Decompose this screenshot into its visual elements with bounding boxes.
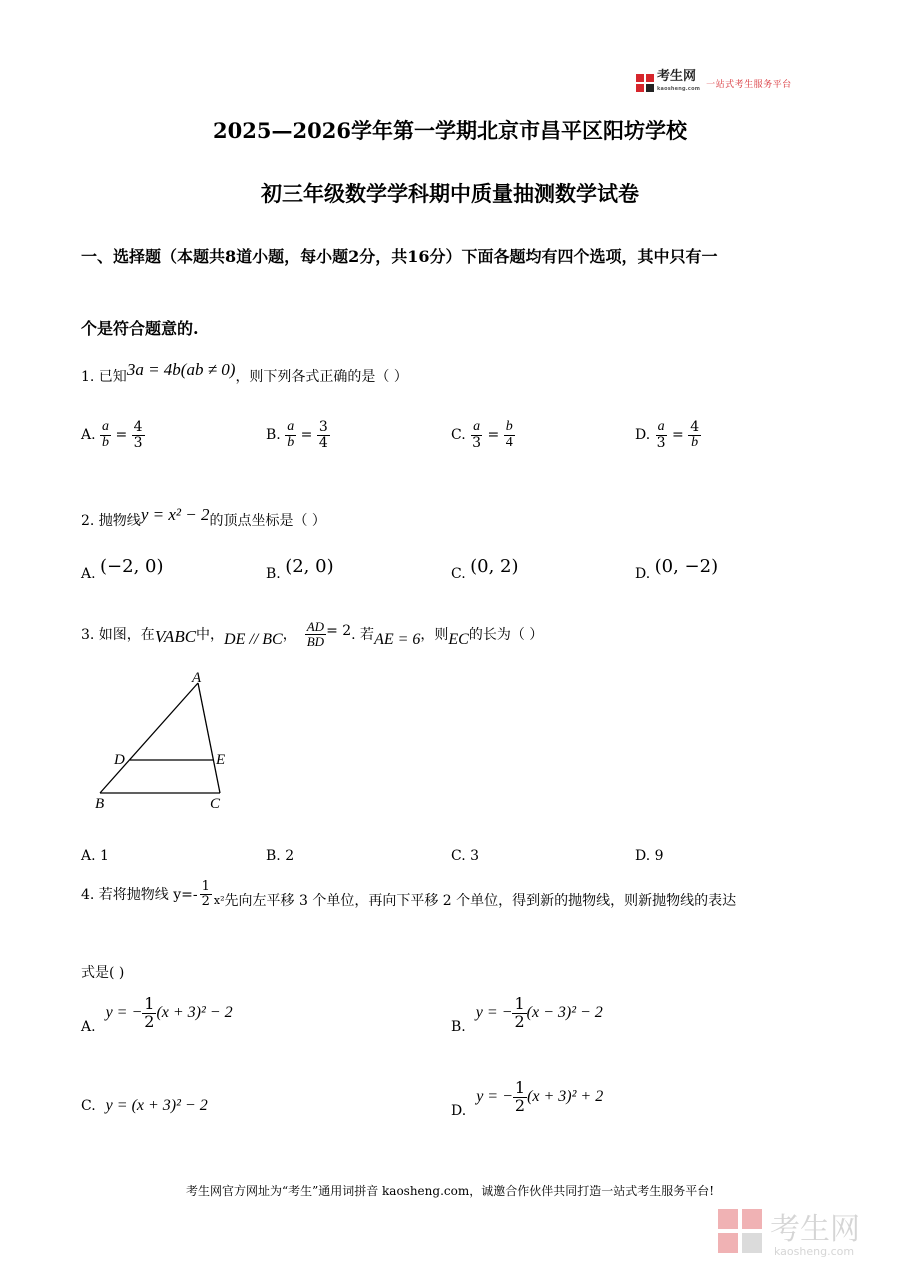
fraction: $\frac{1}{2}$ — [514, 994, 525, 1031]
q4-option-b[interactable] — [451, 994, 603, 1036]
fraction: $\frac{1}{2}$ — [514, 1078, 526, 1115]
q2-option-a[interactable] — [81, 556, 164, 583]
fraction: $\frac{b}{4}$ — [505, 419, 513, 450]
footer-notice: 考生网官方网址为“考生”通用词拼音 kaosheng.com，诚邀合作伙伴共同打造一站式考生服务平台! — [185, 1184, 715, 1198]
option-prefix: y = − — [475, 1004, 513, 1022]
option-expression: (x + 3)² + 2 — [527, 1088, 604, 1106]
exam-title-line2: 初三年级数学学科期中质量抽测数学试卷 — [261, 181, 639, 206]
option-label: B. — [266, 848, 281, 864]
q3-mid: 中， — [196, 627, 225, 644]
question-1 — [81, 360, 408, 386]
equals-sign: = — [672, 427, 684, 444]
equals-sign: = — [487, 427, 500, 444]
q3-option-d[interactable] — [635, 848, 664, 864]
q4-option-a[interactable] — [81, 994, 233, 1036]
q4-option-c[interactable] — [81, 1097, 208, 1115]
fraction: $\frac{a}{3}$ — [656, 419, 666, 451]
logo-domain: kaosheng.com — [657, 86, 701, 92]
q3-option-a[interactable] — [81, 848, 109, 864]
q2-option-c[interactable] — [451, 556, 519, 583]
option-value: 9 — [654, 848, 664, 864]
q2-suffix: 的顶点坐标是（ ） — [209, 513, 326, 529]
watermark-domain: kaosheng.com — [774, 1245, 855, 1258]
triangle-figure — [90, 666, 240, 816]
option-label: C. — [451, 427, 466, 444]
option-label: A. — [81, 1019, 96, 1036]
q3-suffix: 的长为（ ） — [468, 627, 544, 644]
watermark-name: 考生网 — [770, 1212, 860, 1247]
vertex-label-c: C — [210, 796, 221, 812]
option-label: D. — [635, 427, 651, 444]
option-expression: (x + 3)² − 2 — [156, 1004, 233, 1022]
q3-option-b[interactable] — [266, 848, 294, 864]
vertex-label-b: B — [95, 796, 105, 812]
fraction: $\frac{a}{3}$ — [472, 419, 482, 451]
q3-ec: EC — [448, 631, 469, 649]
logo-slogan: 一站式考生服务平台 — [706, 79, 792, 90]
q4-prefix: 4. 若将抛物线 y=- — [81, 887, 198, 904]
option-prefix: y = − — [476, 1088, 513, 1106]
q3-prefix: 3. 如图，在 — [81, 627, 155, 644]
option-label: D. — [635, 848, 651, 864]
q4-x-squared: x² — [213, 893, 225, 907]
side-ac — [198, 683, 220, 793]
q2-equation: y = x² − 2 — [140, 505, 210, 524]
option-label: B. — [266, 566, 281, 582]
option-label: A. — [81, 427, 96, 444]
q3-triangle: VABC — [154, 627, 197, 647]
fraction: $\frac{a}{b}$ — [102, 419, 110, 450]
option-value: 2 — [285, 848, 295, 864]
option-value: (−2, 0) — [100, 556, 164, 577]
option-prefix: y = − — [105, 1004, 143, 1022]
q4-fraction: $\frac{1}{2}$ — [201, 879, 210, 909]
option-label: D. — [451, 1103, 467, 1120]
option-label: C. — [451, 566, 466, 582]
q3-parallel: DE // BC — [224, 631, 283, 649]
option-label: D. — [635, 566, 651, 582]
vertex-label-a: A — [192, 670, 202, 686]
option-expression: (x − 3)² − 2 — [526, 1004, 603, 1022]
q1-condition: 3a = 4b(ab ≠ 0) — [126, 360, 236, 379]
fraction: $\frac{a}{b}$ — [287, 419, 295, 450]
watermark-logo — [716, 1203, 886, 1259]
logo-name: 考生网 kaosheng.com — [657, 71, 700, 95]
q1-option-d[interactable] — [635, 420, 701, 450]
option-value: 3 — [470, 848, 480, 864]
fraction: $\frac{1}{2}$ — [144, 994, 155, 1031]
q3-ratio: $\frac{AD}{BD}$ — [306, 619, 325, 649]
q3-if: . 若 — [351, 627, 375, 644]
option-value: 1 — [100, 848, 109, 864]
q3-comma: ， — [282, 627, 297, 644]
option-label: A. — [81, 848, 96, 864]
fraction: $\frac{4}{3}$ — [133, 419, 143, 451]
q2-prefix: 2. 抛物线 — [81, 513, 141, 529]
option-value: (0, −2) — [654, 556, 719, 577]
fraction: $\frac{4}{b}$ — [690, 419, 700, 450]
kaosheng-logo-icon — [636, 74, 654, 92]
q4-suffix: 先向左平移 3 个单位，再向下平移 2 个单位，得到新的抛物线，则新抛物线的表达 — [224, 893, 737, 910]
q1-option-a[interactable] — [81, 420, 145, 450]
q3-ae: AE = 6 — [374, 631, 421, 649]
q3-option-c[interactable] — [451, 848, 479, 864]
question-3 — [81, 620, 543, 648]
section-heading-line2: 个是符合题意的. — [81, 319, 199, 338]
option-label: B. — [451, 1019, 466, 1036]
equals-sign: = — [115, 427, 128, 444]
q1-prefix: 1. 已知 — [81, 369, 127, 385]
q2-option-d[interactable] — [635, 556, 719, 583]
q4-option-d[interactable] — [451, 1078, 604, 1120]
q3-then: ，则 — [420, 627, 449, 644]
vertex-label-d: D — [114, 752, 125, 768]
side-ab — [100, 683, 198, 793]
q3-ratio-value: = 2 — [326, 623, 352, 640]
section-heading-line1: 一、选择题（本题共8道小题，每小题2分，共16分）下面各题均有四个选项，其中只有一 — [81, 247, 718, 266]
question-2 — [81, 505, 326, 530]
vertex-label-e: E — [216, 752, 226, 768]
question-4 — [81, 880, 736, 908]
question-4-line2: 式是( ) — [81, 965, 125, 981]
option-label: B. — [266, 427, 281, 444]
exam-title-line1: 2025—2026学年第一学期北京市昌平区阳坊学校 — [213, 118, 687, 143]
q1-option-c[interactable] — [451, 420, 515, 450]
option-expression: y = (x + 3)² − 2 — [105, 1097, 208, 1114]
option-label: C. — [451, 848, 466, 864]
q2-option-b[interactable] — [266, 556, 334, 583]
option-label: C. — [81, 1098, 96, 1114]
fraction: $\frac{3}{4}$ — [318, 419, 328, 451]
option-value: (0, 2) — [470, 556, 519, 577]
q1-suffix: ，则下列各式正确的是（ ） — [235, 369, 408, 385]
option-value: (2, 0) — [285, 556, 334, 577]
option-label: A. — [81, 566, 96, 582]
header-logo[interactable] — [636, 69, 792, 94]
q1-option-b[interactable] — [266, 420, 330, 450]
equals-sign: = — [300, 427, 313, 444]
